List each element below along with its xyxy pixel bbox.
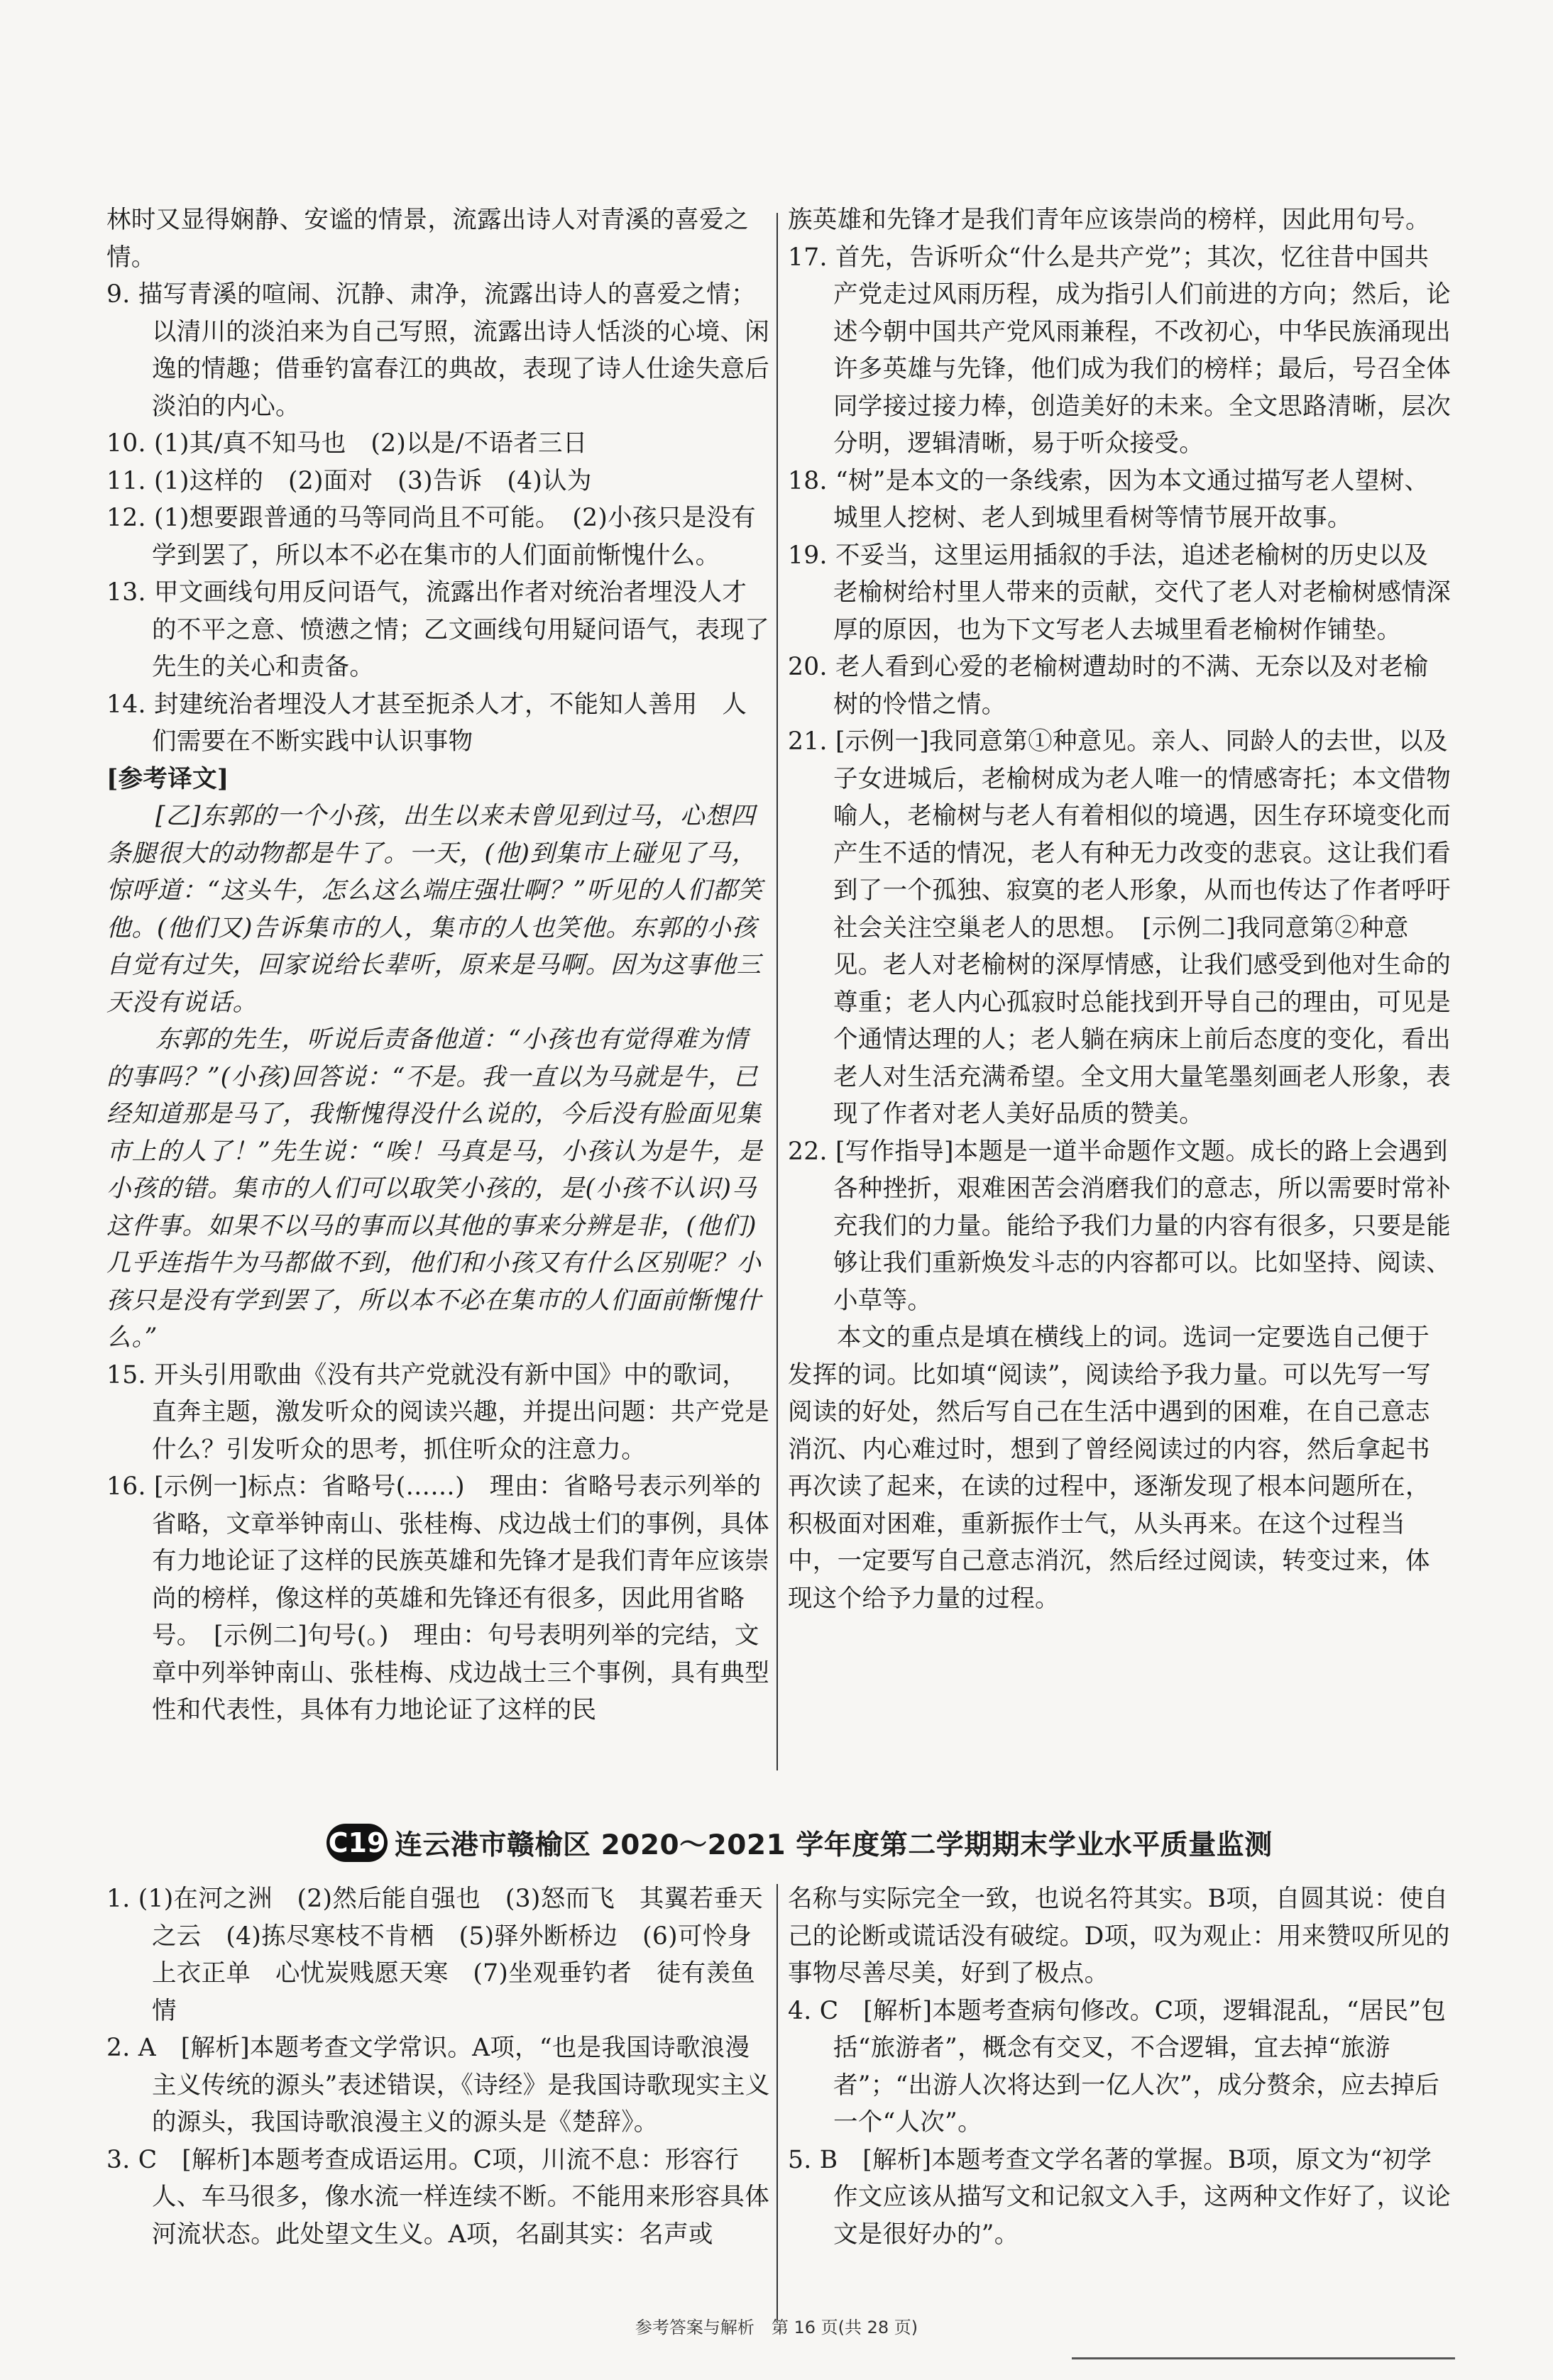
answer-item: 17. 首先，告诉听众“什么是共产党”；其次，忆往昔中国共产党走过风雨历程，成为指引人们前进的方向；然后，论述今朝中国共产党风雨兼程，不改初心，中华民族涌现出许多英雄与先锋，他们成为我们的榜样；最后，号召全体同学接过接力棒，创造美好的未来。全文思路清晰，层次分明，逻辑清晰，易于听众接受。 xyxy=(788,243,1451,458)
column-bottom-left xyxy=(106,1880,770,2253)
column-bottom-right xyxy=(788,1880,1452,2253)
footer-rule xyxy=(1072,2357,1455,2359)
translation-paragraph: 东郭的先生，听说后责备他道：“小孩也有觉得难为情的事吗？”(小孩)回答说：“不是。我一直以为马就是牛，已经知道那是马了，我惭愧得没什么说的，今后没有脸面见集市上的人了！”先生说：“唉！马真是马，小孩认为是牛，是小孩的错。集市的人们可以取笑小孩的，是(小孩不认识)马这件事。如果不以马的事而以其他的事来分辨是非，(他们)几乎连指牛为马都做不到，他们和小孩又有什么区别呢？小孩只是没有学到罢了，所以本不必在集市的人们面前惭愧什么。” xyxy=(106,1025,763,1352)
column-divider-top xyxy=(776,213,778,1770)
continued-text: 名称与实际完全一致，也说名符其实。B项，自圆其说：使自己的论断或谎话没有破绽。D项，叹为观止：用来赞叹所见的事物尽善尽美，好到了极点。 xyxy=(788,1885,1450,1988)
continued-text: 族英雄和先锋才是我们青年应该崇尚的榜样，因此用句号。 xyxy=(788,206,1430,234)
answer-item: 15. 开头引用歌曲《没有共产党就没有新中国》中的歌词，直奔主题，激发听众的阅读兴趣，并提出问题：共产党是什么？引发听众的思考，抓住听众的注意力。 xyxy=(106,1360,769,1464)
answer-item: 10. (1)其/真不知马也 (2)以是/不语者三日 xyxy=(106,429,588,458)
answer-item: 14. 封建统治者埋没人才甚至扼杀人才，不能知人善用 人们需要在不断实践中认识事物 xyxy=(106,690,747,756)
answer-item: 18. “树”是本文的一条线索，因为本文通过描写老人望树、城里人挖树、老人到城里看树等情节展开故事。 xyxy=(788,466,1429,532)
column-divider-bottom xyxy=(776,1884,778,2320)
answer-paragraph: 本文的重点是填在横线上的词。选词一定要选自己便于发挥的词。比如填“阅读”，阅读给予我力量。可以先写一写阅读的好处，然后写自己在生活中遇到的困难，在自己意志消沉、内心难过时，想到了曾经阅读过的内容，然后拿起书再次读了起来，在读的过程中，逐渐发现了根本问题所在，积极面对困难，重新振作士气，从头再来。在这个过程当中，一定要写自己意志消沉，然后经过阅读，转变过来，体现这个给予力量的过程。 xyxy=(788,1323,1431,1613)
answer-item: 9. 描写青溪的喧闹、沉静、肃净，流露出诗人的喜爱之情；以清川的淡泊来为自己写照，流露出诗人恬淡的心境、闲逸的情趣；借垂钓富春江的典故，表现了诗人仕途失意后淡泊的内心。 xyxy=(106,280,769,421)
answer-item: 11. (1)这样的 (2)面对 (3)告诉 (4)认为 xyxy=(106,466,592,495)
section-heading: [参考译文] xyxy=(106,764,229,793)
answer-item: 20. 老人看到心爱的老榆树遭劫时的不满、无奈以及对老榆树的怜惜之情。 xyxy=(788,653,1429,719)
column-top-right xyxy=(788,202,1452,1617)
section-header xyxy=(326,1822,1273,1864)
translation-paragraph: [乙]东郭的一个小孩，出生以来未曾见到过马，心想四条腿很大的动物都是牛了。一天，(他)到集市上碰见了马，惊呼道：“这头牛，怎么这么端庄强壮啊？”听见的人们都笑他。(他们又)告诉集市的人，集市的人也笑他。东郭的小孩自觉有过失，回家说给长辈听，原来是马啊。因为这事他三天没有说话。 xyxy=(106,802,763,1017)
answer-item: 2. A [解析]本题考查文学常识。A项，“也是我国诗歌浪漫主义传统的源头”表述错误，《诗经》是我国诗歌现实主义的源头，我国诗歌浪漫主义的源头是《楚辞》。 xyxy=(106,2034,770,2137)
answer-item: 21. [示例一]我同意第①种意见。亲人、同龄人的去世，以及子女进城后，老榆树成为老人唯一的情感寄托；本文借物喻人，老榆树与老人有着相似的境遇，因生存环境变化而产生不适的情况，老人有种无力改变的悲哀。这让我们看到了一个孤独、寂寞的老人形象，从而也传达了作者呼吁社会关注空巢老人的思想。 [示例二]我同意第②种意见。老人对老榆树的深厚情感，让我们感受到他对生命的尊重；老人内心孤寂时总能找到开导自己的理由，可见是个通情达理的人；老人躺在病床上前后态度的变化，看出老人对生活充满希望。全文用大量笔墨刻画老人形象，表现了作者对老人美好品质的赞美。 xyxy=(788,727,1451,1128)
answer-item: 12. (1)想要跟普通的马等同尚且不可能。 (2)小孩只是没有学到罢了，所以本不必在集市的人们面前惭愧什么。 xyxy=(106,504,756,570)
answer-item: 19. 不妥当，这里运用插叙的手法，追述老榆树的历史以及老榆树给村里人带来的贡献，交代了老人对老榆树感情深厚的原因，也为下文写老人去城里看老榆树作铺垫。 xyxy=(788,541,1451,644)
answer-item: 16. [示例一]标点：省略号(……) 理由：省略号表示列举的省略，文章举钟南山、张桂梅、戍边战士们的事例，具体有力地论证了这样的民族英雄和先锋才是我们青年应该崇尚的榜样，像这样的英雄和先锋还有很多，因此用省略号。 [示例二]句号(。) 理由：句号表明列举的完结，文章中列举钟南山、张桂梅、戍边战士三个事例，具有典型性和代表性，具体有力地论证了这样的民 xyxy=(106,1472,769,1724)
continued-text: 林时又显得娴静、安谧的情景，流露出诗人对青溪的喜爱之情。 xyxy=(106,206,749,272)
answer-item: 1. (1)在河之洲 (2)然后能自强也 (3)怒而飞 其翼若垂天之云 (4)拣尽寒枝不肯栖 (5)驿外断桥边 (6)可怜身上衣正单 心忧炭贱愿天寒 (7)坐观垂钓者 徒有羡鱼情 xyxy=(106,1885,763,2025)
answer-item: 3. C [解析]本题考查成语运用。C项，川流不息：形容行人、车马很多，像水流一样连续不断。不能用来形容具体河流状态。此处望文生义。A项，名副其实：名声或 xyxy=(106,2145,769,2249)
column-top-left xyxy=(106,202,770,1729)
answer-item: 4. C [解析]本题考查病句修改。C项，逻辑混乱，“居民”包括“旅游者”，概念有交叉，不合逻辑，宜去掉“旅游者”；“出游人次将达到一亿人次”，成分赘余，应去掉后一个“人次”。 xyxy=(788,1996,1447,2137)
section-title: 连云港市赣榆区 2020～2021 学年度第二学期期末学业水平质量监测 xyxy=(395,1829,1273,1861)
answer-item: 5. B [解析]本题考查文学名著的掌握。B项，原文为“初学作文应该从描写文和记叙文入手，这两种文作好了，议论文是很好办的”。 xyxy=(788,2145,1451,2249)
answer-item: 22. [写作指导]本题是一道半命题作文题。成长的路上会遇到各种挫折，艰难困苦会消磨我们的意志，所以需要时常补充我们的力量。能给予我们力量的内容有很多，只要是能够让我们重新焕发斗志的内容都可以。比如坚持、阅读、小草等。 xyxy=(788,1137,1451,1315)
page-footer: 参考答案与解析 第 16 页(共 28 页) xyxy=(635,2318,918,2337)
section-badge: C19 xyxy=(326,1824,388,1862)
answer-item: 13. 甲文画线句用反问语气，流露出作者对统治者埋没人才的不平之意、愤懑之情；乙文画线句用疑问语气，表现了先生的关心和责备。 xyxy=(106,578,769,681)
